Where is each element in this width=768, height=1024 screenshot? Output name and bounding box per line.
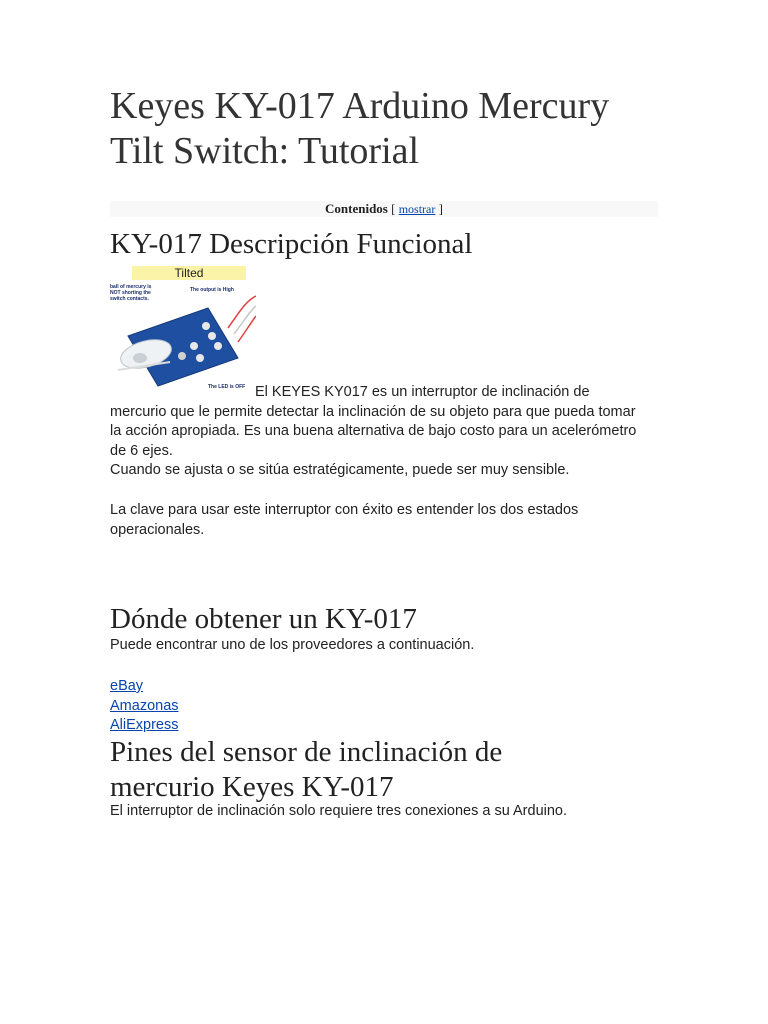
toc-title: Contenidos [325, 201, 388, 216]
section-heading-description: KY-017 Descripción Funcional [110, 228, 473, 260]
toc-bracket-close: ] [438, 201, 443, 216]
table-of-contents [110, 201, 658, 217]
link-ebay[interactable]: eBay [110, 678, 144, 694]
description-paragraph [110, 383, 640, 481]
pins-intro: El interruptor de inclinación solo requiere tres conexiones a su Arduino. [110, 803, 568, 819]
supplier-links [110, 677, 640, 736]
description-text: El KEYES KY017 es un interruptor de inclinación de mercurio que le permite detectar la inclinación de su objeto para que pueda tomar la acción apropiada. Es una buena alternativa de bajo costo para un acelerómetro de 6 ejes. [110, 384, 637, 459]
suppliers-intro: Puede encontrar uno de los proveedores a continuación. [110, 637, 475, 653]
toc-bracket-open: [ [391, 201, 396, 216]
sensitivity-text: Cuando se ajusta o se sitúa estratégicamente, puede ser muy sensible. [110, 462, 570, 478]
image-note-led: The LED is OFF [208, 384, 246, 390]
operational-states-paragraph: La clave para usar este interruptor con éxito es entender los dos estados operacionales. [110, 502, 579, 538]
link-aliexpress[interactable]: AliExpress [110, 717, 179, 733]
section-heading-pins: Pines del sensor de inclinación de mercurio Keyes KY-017 [110, 736, 503, 803]
tilt-switch-illustration [110, 266, 256, 397]
link-amazonas[interactable]: Amazonas [110, 697, 179, 714]
tilt-switch-image [110, 266, 256, 397]
image-note-left: ball of mercury is NOT shorting the switch contacts. [110, 284, 152, 302]
image-caption: Tilted [174, 266, 204, 280]
page-title: Keyes KY-017 Arduino Mercury Tilt Switch: Tutorial [110, 85, 610, 172]
image-note-output: The output is High [190, 287, 234, 293]
section-heading-where-to-buy: Dónde obtener un KY-017 [110, 603, 417, 635]
toc-toggle-link[interactable]: mostrar [398, 202, 436, 216]
